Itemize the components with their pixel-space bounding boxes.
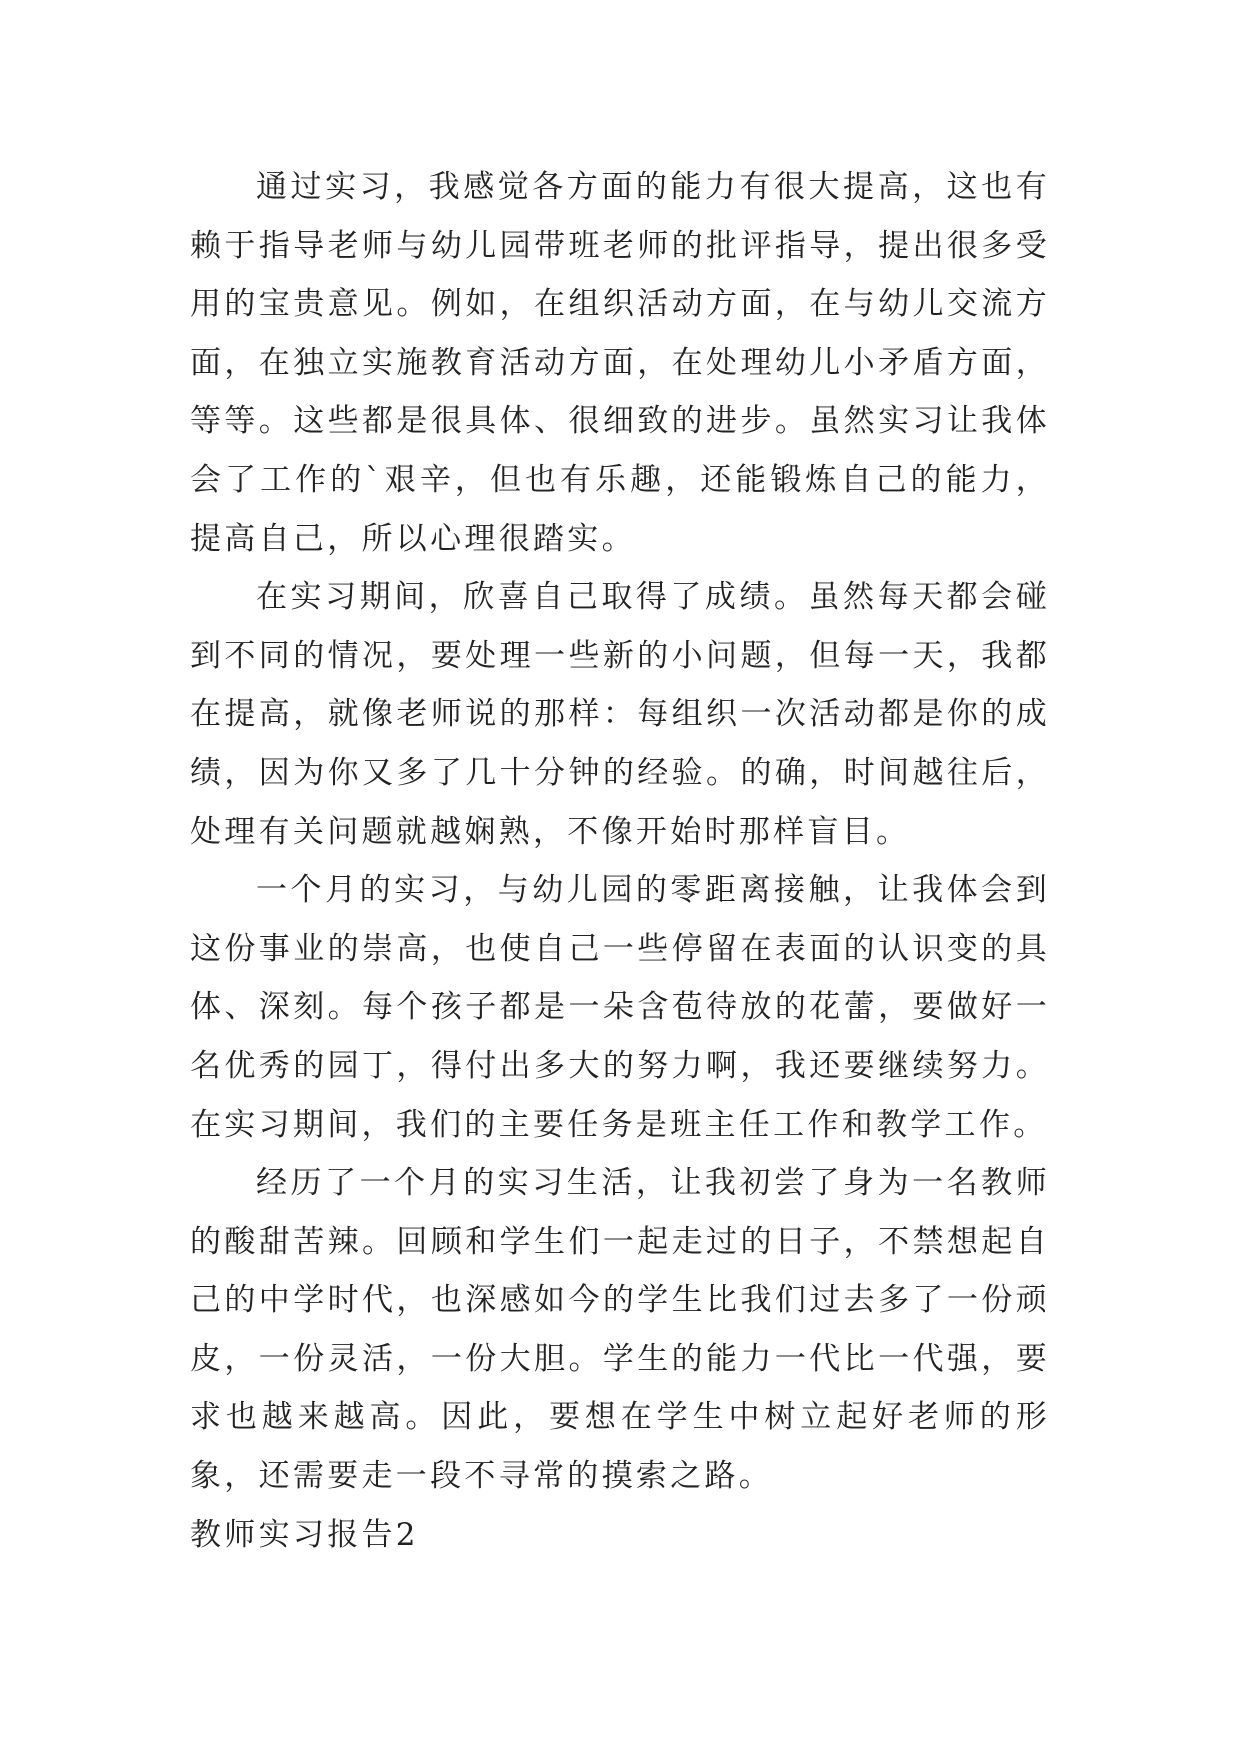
paragraph-2: 在实习期间，欣喜自己取得了成绩。虽然每天都会碰到不同的情况，要处理一些新的小问题，但每一天，我都在提高，就像老师说的那样：每组织一次活动都是你的成绩，因为你又多了几十分钟的经验。的确，时间越往后，处理有关问题就越娴熟，不像开始时那样盲目。 [190, 579, 1050, 850]
paragraph-1: 通过实习，我感觉各方面的能力有很大提高，这也有赖于指导老师与幼儿园带班老师的批评指导，提出很多受用的宝贵意见。例如，在组织活动方面，在与幼儿交流方面，在独立实施教育活动方面，在处理幼儿小矛盾方面，等等。这些都是很具体、很细致的进步。虽然实习让我体会了工作的`艰辛，但也有乐趣，还能锻炼自己的能力，提高自己，所以心理很踏实。 [190, 169, 1050, 557]
paragraph-4: 经历了一个月的实习生活，让我初尝了身为一名教师的酸甜苦辣。回顾和学生们一起走过的日子，不禁想起自己的中学时代，也深感如今的学生比我们过去多了一份顽皮，一份灵活，一份大胆。学生的能力一代比一代强，要求也越来越高。因此，要想在学生中树立起好老师的形象，还需要走一段不寻常的摸索之路。 [190, 1165, 1050, 1495]
paragraph-3: 一个月的实习，与幼儿园的零距离接触，让我体会到这份事业的崇高，也使自己一些停留在表面的认识变的具体、深刻。每个孩子都是一朵含苞待放的花蕾，要做好一名优秀的园丁，得付出多大的努力啊，我还要继续努力。在实习期间，我们的主要任务是班主任工作和教学工作。 [190, 872, 1050, 1143]
document-body [190, 158, 1050, 1564]
section-heading: 教师实习报告2 [190, 1516, 419, 1553]
